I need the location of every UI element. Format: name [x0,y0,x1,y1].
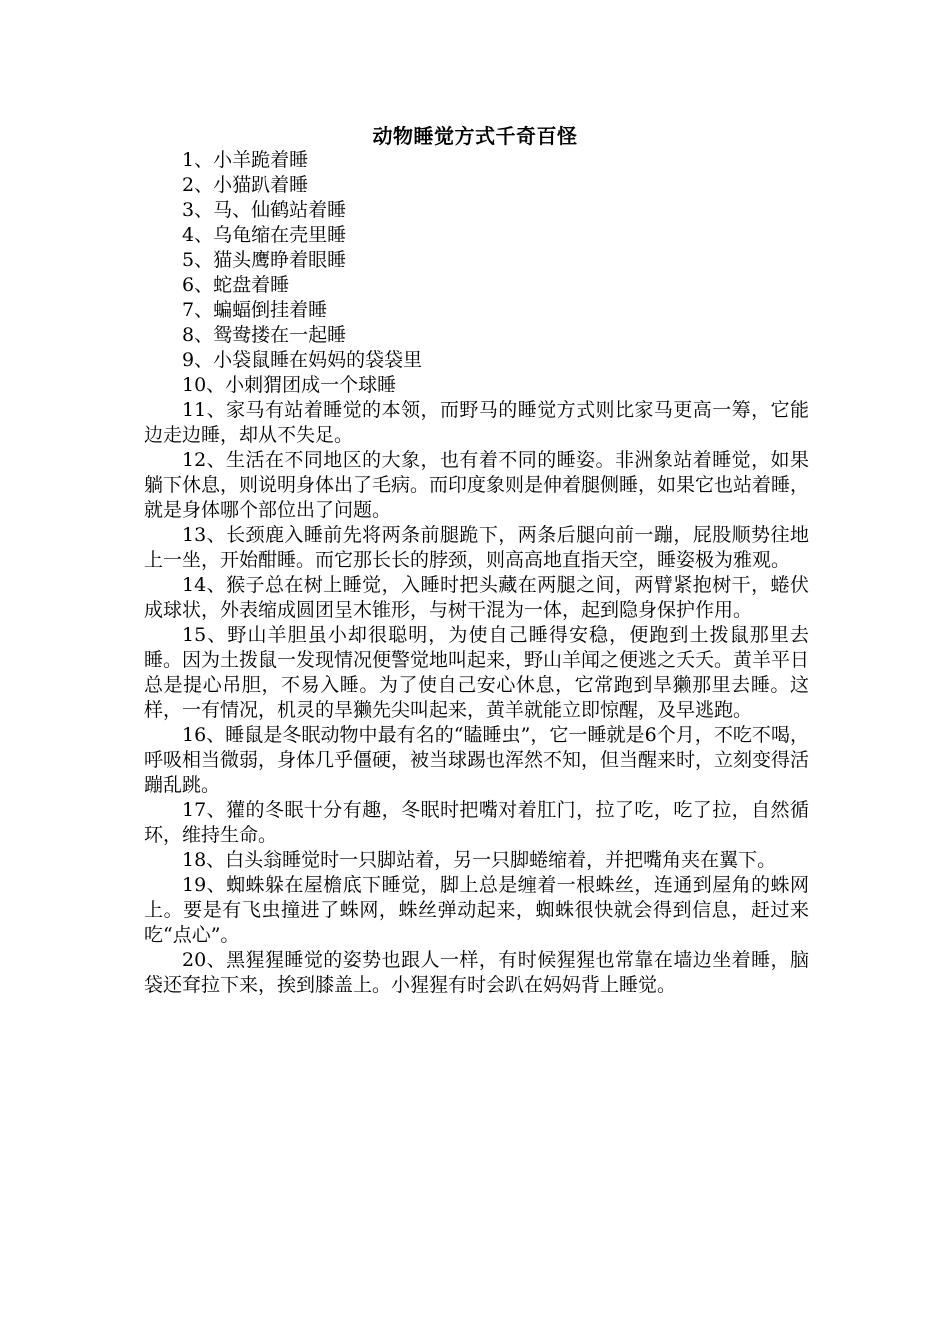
list-item: 7、蝙蝠倒挂着睡 [182,299,328,321]
paragraph: 11、家马有站着睡觉的本领，而野马的睡觉方式则比家马更高一筹，它能边走边睡，却从不失足。 [144,399,809,446]
paragraph: 12、生活在不同地区的大象，也有着不同的睡姿。非洲象站着睡觉，如果躺下休息，则说明身体出了毛病。而印度象则是伸着腿侧睡，如果它也站着睡，就是身体哪个部位出了问题。 [144,449,810,521]
list-item: 8、鸳鸯搂在一起睡 [182,324,347,346]
document-title: 动物睡觉方式千奇百怪 [372,124,578,148]
list-item: 1、小羊跪着睡 [182,149,309,171]
list-item: 9、小袋鼠睡在妈妈的袋袋里 [182,349,423,371]
paragraph: 14、猴子总在树上睡觉，入睡时把头藏在两腿之间，两臂紧抱树干，蜷伏成球状，外表缩成圆团呈木锥形，与树干混为一体，起到隐身保护作用。 [144,574,809,621]
paragraph: 17、獾的冬眠十分有趣，冬眠时把嘴对着肛门，拉了吃，吃了拉，自然循环，维持生命。 [144,799,809,846]
list-item: 4、乌龟缩在壳里睡 [182,224,347,246]
paragraph: 20、黑猩猩睡觉的姿势也跟人一样，有时候猩猩也常靠在墙边坐着睡，脑袋还耷拉下来，挨到膝盖上。小猩猩有时会趴在妈妈背上睡觉。 [144,949,809,996]
paragraph: 19、蜘蛛躲在屋檐底下睡觉，脚上总是缠着一根蛛丝，连通到屋角的蛛网上。要是有飞虫撞进了蛛网，蛛丝弹动起来，蜘蛛很快就会得到信息，赶过来吃“点心”。 [144,874,809,946]
list-item: 5、猫头鹰睁着眼睡 [182,249,347,271]
paragraph: 16、睡鼠是冬眠动物中最有名的“瞌睡虫”，它一睡就是6个月，不吃不喝，呼吸相当微弱，身体几乎僵硬，被当球踢也浑然不知，但当醒来时，立刻变得活蹦乱跳。 [144,724,810,796]
list-item: 2、小猫趴着睡 [182,174,309,196]
document-body [144,148,809,998]
paragraph: 13、长颈鹿入睡前先将两条前腿跪下，两条后腿向前一蹦，屁股顺势往地上一坐，开始酣睡。而它那长长的脖颈，则高高地直指天空，睡姿极为雅观。 [144,524,809,571]
paragraph: 18、白头翁睡觉时一只脚站着，另一只脚蜷缩着，并把嘴角夹在翼下。 [182,849,777,871]
list-item: 6、蛇盘着睡 [182,274,290,296]
paragraph: 15、野山羊胆虽小却很聪明，为使自己睡得安稳，便跑到土拨鼠那里去睡。因为土拨鼠一发现情况便警觉地叫起来，野山羊闻之便逃之夭夭。黄羊平日总是提心吊胆，不易入睡。为了使自己安心休息，它常跑到旱獭那里去睡。这样，一有情况，机灵的旱獭先尖叫起来，黄羊就能立即惊醒，及早逃跑。 [144,624,810,721]
list-item: 10、小刺猬团成一个球睡 [182,374,397,396]
list-item: 3、马、仙鹤站着睡 [182,199,347,221]
